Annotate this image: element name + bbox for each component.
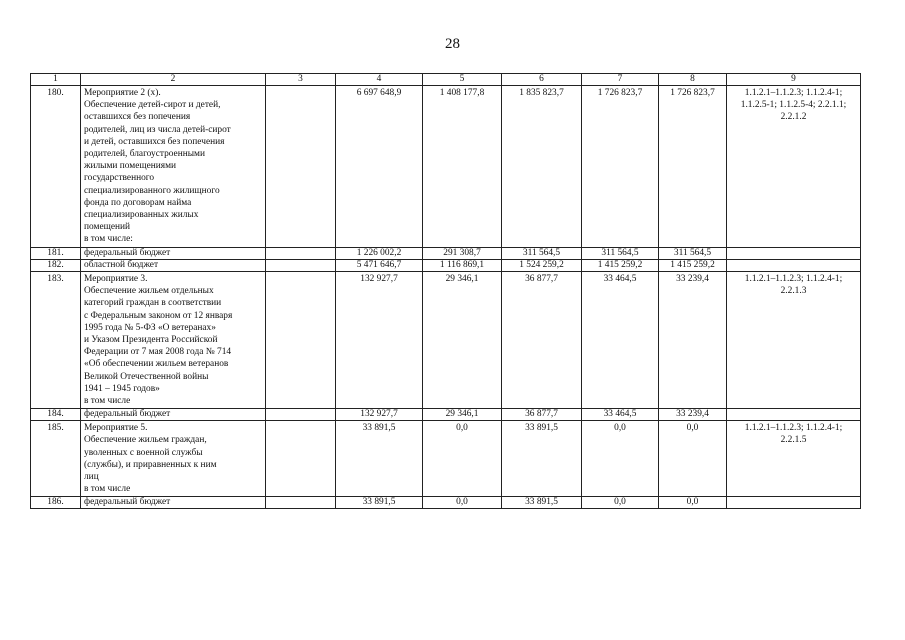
value-cell-col5: 291 308,7 <box>423 248 502 260</box>
value-cell-col4: 33 891,5 <box>336 497 423 509</box>
value-cell-col7: 0,0 <box>582 421 659 497</box>
value-cell-col6: 1 835 823,7 <box>502 86 582 248</box>
column-header: 3 <box>266 74 336 86</box>
column-header: 5 <box>423 74 502 86</box>
table-row <box>31 421 861 497</box>
column-header: 1 <box>31 74 81 86</box>
value-cell-col6: 33 891,5 <box>502 497 582 509</box>
value-cell-col4: 5 471 646,7 <box>336 260 423 272</box>
value-cell-col4: 6 697 648,9 <box>336 86 423 248</box>
value-cell-col8: 33 239,4 <box>659 409 727 421</box>
value-cell-col8: 33 239,4 <box>659 272 727 409</box>
table-row <box>31 497 861 509</box>
reference-cell <box>727 497 861 509</box>
value-cell-col5: 29 346,1 <box>423 272 502 409</box>
table-row <box>31 260 861 272</box>
value-cell-col6: 33 891,5 <box>502 421 582 497</box>
table-row <box>31 272 861 409</box>
value-cell-col8: 1 726 823,7 <box>659 86 727 248</box>
value-cell-col7: 1 726 823,7 <box>582 86 659 248</box>
row-number-cell: 182. <box>31 260 81 272</box>
row-number-cell: 184. <box>31 409 81 421</box>
value-cell-col4: 33 891,5 <box>336 421 423 497</box>
description-cell: федеральный бюджет <box>81 497 266 509</box>
value-cell-col6: 1 524 259,2 <box>502 260 582 272</box>
description-cell: федеральный бюджет <box>81 409 266 421</box>
value-cell-col8: 0,0 <box>659 497 727 509</box>
empty-cell <box>266 272 336 409</box>
value-cell-col7: 33 464,5 <box>582 272 659 409</box>
row-number-cell: 181. <box>31 248 81 260</box>
value-cell-col4: 132 927,7 <box>336 409 423 421</box>
reference-cell <box>727 409 861 421</box>
empty-cell <box>266 497 336 509</box>
header-row <box>31 74 861 86</box>
row-number-cell: 183. <box>31 272 81 409</box>
page-number: 28 <box>445 36 460 52</box>
table-row <box>31 86 861 248</box>
column-header: 9 <box>727 74 861 86</box>
value-cell-col6: 36 877,7 <box>502 272 582 409</box>
reference-cell: 1.1.2.1–1.1.2.3; 1.1.2.4-1; 2.2.1.3 <box>727 272 861 409</box>
value-cell-col6: 36 877,7 <box>502 409 582 421</box>
row-number-cell: 186. <box>31 497 81 509</box>
value-cell-col5: 0,0 <box>423 497 502 509</box>
description-cell: областной бюджет <box>81 260 266 272</box>
value-cell-col6: 311 564,5 <box>502 248 582 260</box>
column-header: 4 <box>336 74 423 86</box>
value-cell-col4: 1 226 002,2 <box>336 248 423 260</box>
column-header: 7 <box>582 74 659 86</box>
value-cell-col8: 1 415 259,2 <box>659 260 727 272</box>
row-number-cell: 180. <box>31 86 81 248</box>
description-cell: Мероприятие 2 (х). Обеспечение детей-сирот и детей, оставшихся без попечения родителей, лиц из числа детей-сирот и детей, оставшихся без попечения родителей, благоустроенными жилыми помещениями государственного специализированного жилищного фонда по договорам найма специализированных жилых помещений в том числе: <box>81 86 266 248</box>
value-cell-col8: 311 564,5 <box>659 248 727 260</box>
empty-cell <box>266 409 336 421</box>
description-cell: Мероприятие 5. Обеспечение жильем граждан, уволенных с военной службы (службы), и приравненных к ним лиц в том числе <box>81 421 266 497</box>
empty-cell <box>266 260 336 272</box>
value-cell-col8: 0,0 <box>659 421 727 497</box>
column-header: 2 <box>81 74 266 86</box>
table-body <box>31 86 861 509</box>
table-row <box>31 248 861 260</box>
empty-cell <box>266 421 336 497</box>
description-cell: Мероприятие 3. Обеспечение жильем отдельных категорий граждан в соответствии с Федеральным законом от 12 января 1995 года № 5-ФЗ «О ветеранах» и Указом Президента Российской Федерации от 7 мая 2008 года № 714 «Об обеспечении жильем ветеранов Великой Отечественной войны 1941 – 1945 годов» в том числе <box>81 272 266 409</box>
value-cell-col7: 1 415 259,2 <box>582 260 659 272</box>
value-cell-col5: 29 346,1 <box>423 409 502 421</box>
budget-table <box>30 73 861 509</box>
reference-cell: 1.1.2.1–1.1.2.3; 1.1.2.4-1; 1.1.2.5-1; 1.1.2.5-4; 2.2.1.1; 2.2.1.2 <box>727 86 861 248</box>
description-cell: федеральный бюджет <box>81 248 266 260</box>
reference-cell <box>727 260 861 272</box>
value-cell-col7: 311 564,5 <box>582 248 659 260</box>
column-header: 6 <box>502 74 582 86</box>
table-row <box>31 409 861 421</box>
value-cell-col4: 132 927,7 <box>336 272 423 409</box>
reference-cell <box>727 248 861 260</box>
value-cell-col7: 0,0 <box>582 497 659 509</box>
empty-cell <box>266 86 336 248</box>
value-cell-col5: 0,0 <box>423 421 502 497</box>
value-cell-col7: 33 464,5 <box>582 409 659 421</box>
empty-cell <box>266 248 336 260</box>
value-cell-col5: 1 116 869,1 <box>423 260 502 272</box>
reference-cell: 1.1.2.1–1.1.2.3; 1.1.2.4-1; 2.2.1.5 <box>727 421 861 497</box>
value-cell-col5: 1 408 177,8 <box>423 86 502 248</box>
row-number-cell: 185. <box>31 421 81 497</box>
column-header: 8 <box>659 74 727 86</box>
